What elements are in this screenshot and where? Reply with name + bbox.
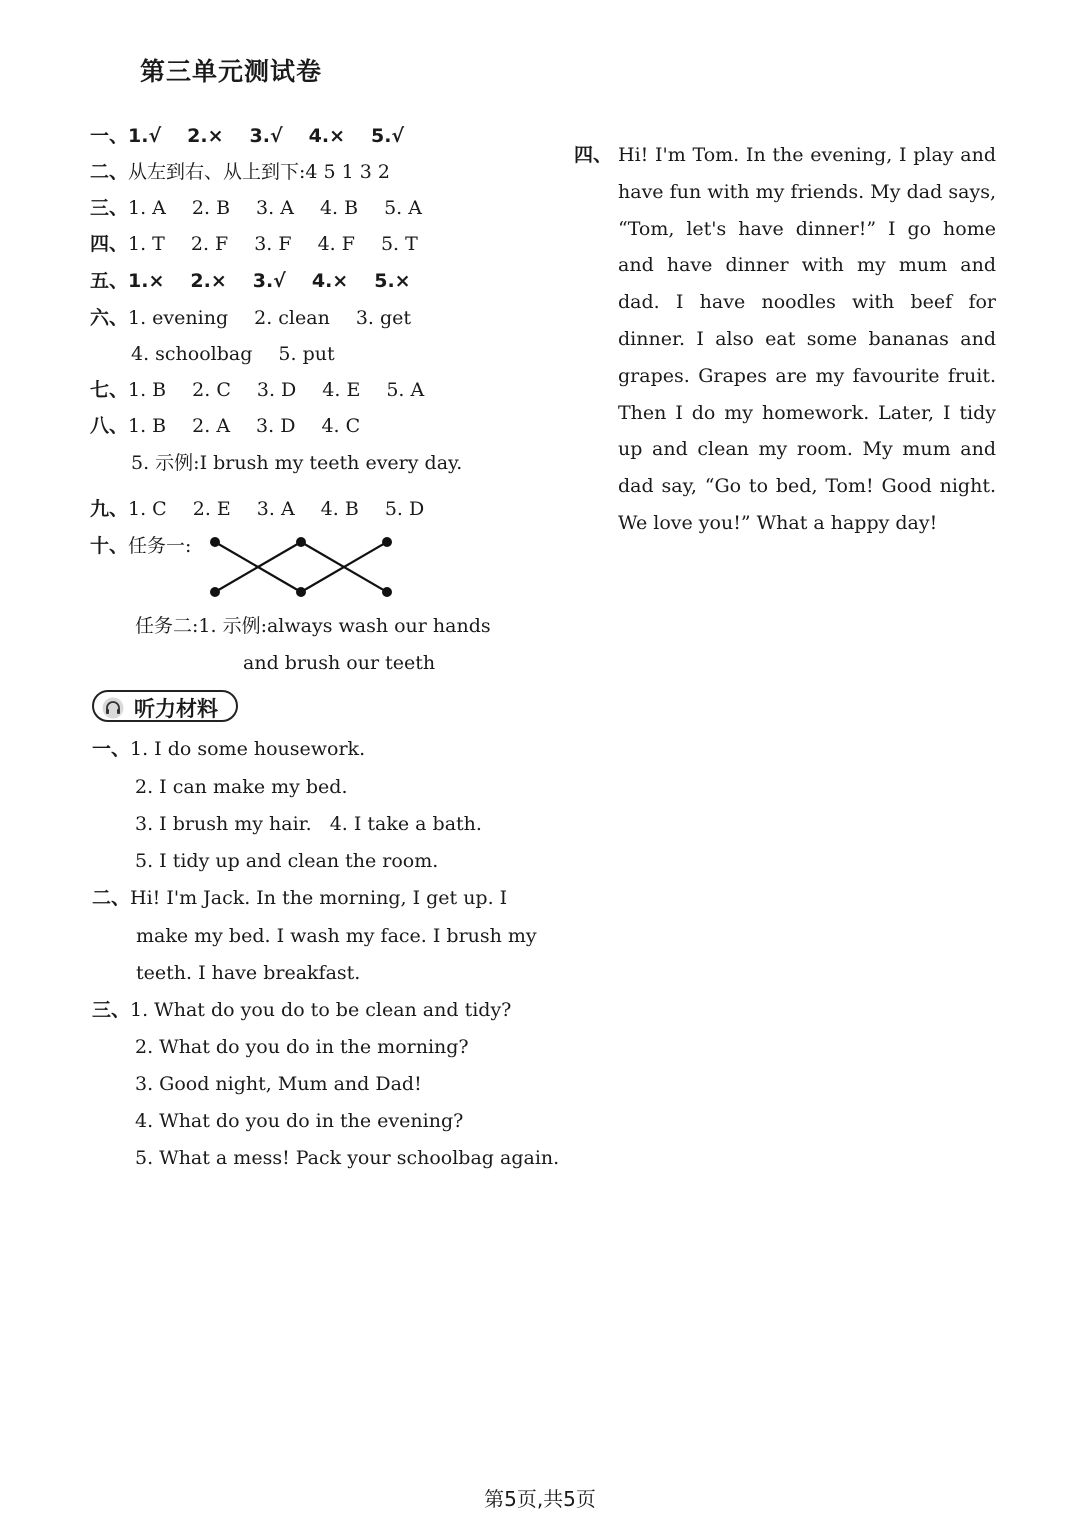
headphones-icon (102, 697, 124, 719)
section-label: 四、 (90, 233, 129, 255)
listening-line: 2. I can make my bed. (135, 776, 348, 798)
answer-item: 1. B (128, 415, 167, 437)
section-label: 三、 (92, 999, 131, 1021)
answer-item: 4.× (311, 270, 349, 292)
section-label: 二、 (92, 887, 131, 909)
listening-part-3 (92, 996, 511, 1024)
answer-item: 3. F (254, 233, 292, 255)
section-label: 九、 (90, 498, 129, 520)
answer-item: 1. C (128, 498, 167, 520)
section-label: 二、 (90, 161, 129, 183)
task2-line1: 任务二:1. 示例:always wash our hands (135, 615, 491, 637)
listening-line: 5. I tidy up and clean the room. (135, 850, 439, 872)
section-label: 四、 (574, 144, 613, 166)
listening-line: 5. What a mess! Pack your schoolbag again. (135, 1147, 560, 1169)
answer-section-8 (90, 412, 360, 440)
answer-item: 5.√ (370, 125, 405, 147)
answer-item: 2.× (190, 270, 227, 292)
answer-item: 1. B (128, 379, 167, 401)
answer-section-5 (90, 267, 411, 295)
task1-label: 任务一: (128, 535, 192, 557)
match-dot (382, 587, 392, 597)
section-label: 十、 (90, 535, 129, 557)
answer-item: 5.× (374, 270, 411, 292)
answer-section-10 (90, 532, 191, 560)
listening-line-row (135, 810, 482, 838)
listening-line: 1. I do some housework. (130, 738, 366, 760)
page-title: 第三单元测试卷 (140, 57, 323, 86)
reading-passage: Hi! I'm Tom. In the evening, I play and have fun with my friends. My dad says, “Tom, let's have dinner!” I go home and have dinner with my mum and dad. I have noodles with beef for dinner. I also eat some bananas and grapes. Grapes are my favourite fruit. Then I do my homework. Later, I tidy up and clean my room. My mum and dad say, “Go to bed, Tom! Good night. We love you!” What a happy day! (618, 144, 996, 534)
answer-section-7 (90, 376, 424, 404)
answer-item: 1. A (128, 197, 166, 219)
answer-item: 5. A (386, 379, 425, 401)
listening-line: Hi! I'm Jack. In the morning, I get up. I (130, 887, 508, 909)
answer-item: 5. 示例:I brush my teeth every day. (131, 452, 463, 474)
listening-line: 2. What do you do in the morning? (135, 1036, 469, 1058)
answer-item: 4. B (320, 498, 359, 520)
match-dot (382, 537, 392, 547)
match-dot (210, 587, 220, 597)
answer-item: 3.√ (252, 270, 286, 292)
task2-line2: and brush our teeth (243, 652, 436, 674)
match-dot (296, 537, 306, 547)
answer-item: 5. D (384, 498, 425, 520)
answer-item: 1. evening (128, 307, 229, 329)
section-label: 六、 (90, 307, 129, 329)
answer-item: 1. T (128, 233, 165, 255)
answer-item: 4. F (317, 233, 355, 255)
listening-line: 1. What do you do to be clean and tidy? (130, 999, 512, 1021)
listening-line: make my bed. I wash my face. I brush my (136, 925, 537, 947)
answer-item: 2. clean (254, 307, 330, 329)
answer-item: 4. C (321, 415, 361, 437)
answer-section-3 (90, 194, 422, 222)
listening-heading (92, 690, 238, 722)
answer-item: 2. F (190, 233, 229, 255)
answer-item: 3.√ (249, 125, 283, 147)
answer-item: 3. D (256, 379, 297, 401)
section-label: 一、 (92, 738, 131, 760)
listening-line: 3. I brush my hair. (135, 813, 312, 835)
listening-heading-label: 听力材料 (134, 697, 218, 721)
section-label: 八、 (90, 415, 129, 437)
answer-item: 3. A (256, 498, 295, 520)
answer-item: 5. A (384, 197, 422, 219)
page-footer: 第5页,共5页 (484, 1487, 596, 1511)
answer-section-9 (90, 495, 424, 523)
answer-item: 3. get (355, 307, 412, 329)
answer-item: 1.√ (128, 125, 162, 147)
listening-part-2 (92, 884, 507, 912)
section-label: 一、 (90, 125, 129, 147)
answer-section-6-line2 (131, 340, 335, 368)
answer-item: 2. A (192, 415, 231, 437)
answer-item: 4. E (322, 379, 361, 401)
answer-item: 5. put (278, 343, 335, 365)
answer-item: 2. C (192, 379, 231, 401)
answer-item: 3. D (256, 415, 296, 437)
answer-item: 3. A (256, 197, 294, 219)
listening-line: 4. I take a bath. (329, 813, 482, 835)
listening-line: 3. Good night, Mum and Dad! (135, 1073, 422, 1095)
answer-item: 4. B (319, 197, 359, 219)
answer-item: 1.× (128, 270, 165, 292)
answer-item: 2. E (192, 498, 231, 520)
answer-item: 2.× (187, 125, 224, 147)
answer-item: 2. B (191, 197, 231, 219)
answer-section-6 (90, 304, 411, 332)
answer-section-4 (90, 230, 418, 258)
answer-item: 4.× (308, 125, 345, 147)
listening-part-1 (92, 735, 365, 763)
section-label: 七、 (90, 379, 129, 401)
answer-section-8-item5 (131, 449, 462, 477)
matching-lines-diagram (205, 532, 405, 600)
answer-text: 从左到右、从上到下:4 5 1 3 2 (128, 161, 391, 183)
section-label: 五、 (90, 270, 129, 292)
match-dot (296, 587, 306, 597)
section-label: 三、 (90, 197, 129, 219)
answer-section-1 (90, 122, 404, 150)
listening-line: teeth. I have breakfast. (136, 962, 361, 984)
answer-section-2 (90, 158, 390, 186)
match-dot (210, 537, 220, 547)
answer-item: 5. T (380, 233, 418, 255)
listening-line: 4. What do you do in the evening? (135, 1110, 464, 1132)
answer-item: 4. schoolbag (131, 343, 253, 365)
